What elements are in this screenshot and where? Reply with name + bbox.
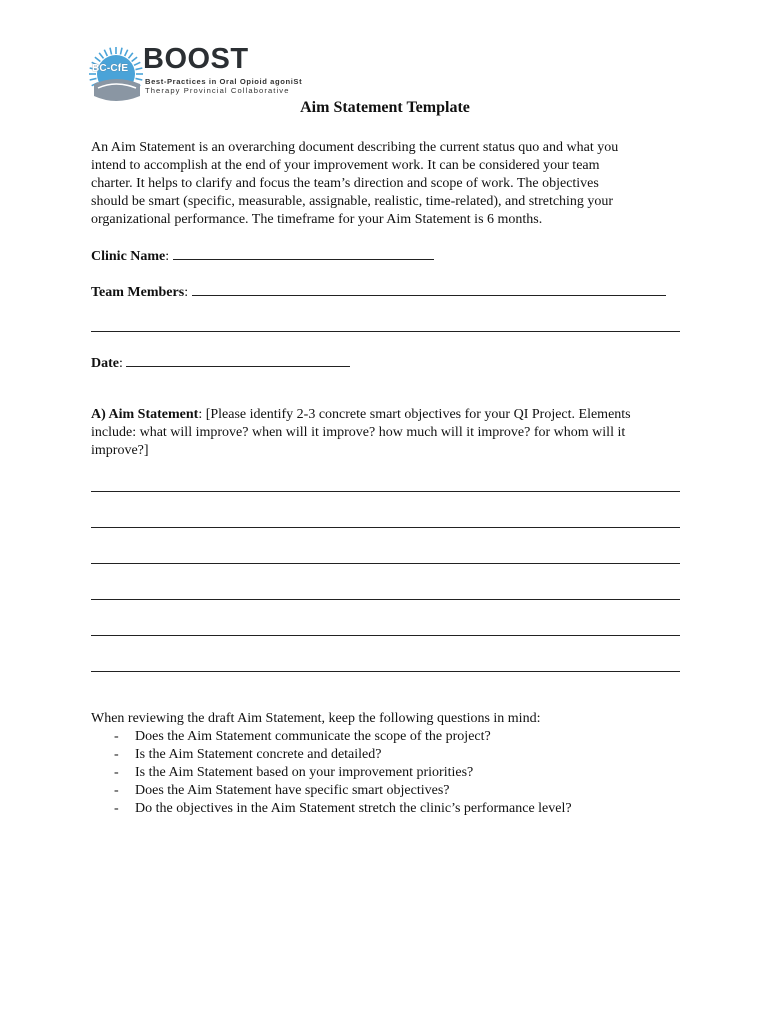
date-input[interactable] (126, 353, 350, 367)
logo-ray (135, 78, 142, 80)
list-item: - Is the Aim Statement based on your improvement priorities? (114, 765, 474, 780)
logo-tagline-1: Best-Practices in Oral Opioid agoniSt (145, 77, 303, 86)
clinic-name-input[interactable] (173, 246, 434, 260)
intro-line-3: charter. It helps to clarify and focus the team’s direction and scope of work. The objectives (91, 176, 599, 191)
date-field: Date: (91, 353, 350, 373)
aim-answer-line-5[interactable] (91, 635, 680, 636)
team-members-input[interactable] (192, 282, 666, 296)
date-label: Date (91, 356, 119, 371)
intro-line-2: intend to accomplish at the end of your improvement work. It can be considered your team (91, 158, 600, 173)
logo-ray (135, 68, 142, 70)
review-question-list (91, 728, 691, 818)
logo-wordmark: BOOST (143, 43, 249, 75)
review-questions-section (91, 710, 691, 818)
logo-ray (104, 50, 107, 56)
intro-paragraph (91, 139, 691, 229)
aim-answer-line-2[interactable] (91, 527, 680, 528)
aim-answer-line-3[interactable] (91, 563, 680, 564)
team-members-field: Team Members: (91, 282, 666, 302)
review-intro: When reviewing the draft Aim Statement, keep the following questions in mind: (91, 711, 541, 726)
team-members-input-line-2[interactable] (91, 331, 680, 332)
page-title: Aim Statement Template (300, 99, 470, 116)
intro-line-4: should be smart (specific, measurable, assignable, realistic, time-related), and stretching your (91, 194, 614, 209)
logo-tagline-2: Therapy Provincial Collaborative (145, 86, 290, 95)
logo-ray (90, 78, 97, 80)
aim-line-2: include: what will improve? when will it improve? how much will it improve? for whom will it (91, 425, 626, 440)
aim-answer-line-4[interactable] (91, 599, 680, 600)
clinic-name-label: Clinic Name (91, 249, 166, 264)
team-members-label: Team Members (91, 285, 185, 300)
list-item: - Does the Aim Statement have specific smart objectives? (114, 783, 450, 798)
aim-line-1: A) Aim Statement: [Please identify 2-3 concrete smart objectives for your QI Project. Elements (91, 407, 631, 422)
list-item: - Do the objectives in the Aim Statement stretch the clinic’s performance level? (114, 801, 572, 816)
logo-ray (99, 53, 103, 58)
list-item: - Does the Aim Statement communicate the scope of the project? (114, 729, 491, 744)
logo-ray (128, 53, 132, 58)
intro-line-1: An Aim Statement is an overarching document describing the current status quo and what you (91, 140, 619, 155)
aim-line-3: improve?] (91, 443, 149, 458)
aim-statement-label: A) Aim Statement (91, 407, 199, 422)
aim-statement-section (91, 406, 691, 460)
clinic-name-field: Clinic Name: (91, 246, 434, 266)
logo-ray (134, 62, 140, 65)
aim-answer-line-6[interactable] (91, 671, 680, 672)
aim-answer-line-1[interactable] (91, 491, 680, 492)
logo-badge-text: BC-CfE (92, 63, 129, 74)
logo-ray (125, 50, 128, 56)
logo-ray (95, 57, 100, 61)
intro-line-5: organizational performance. The timeframe for your Aim Statement is 6 months. (91, 212, 543, 227)
logo-ray (132, 57, 137, 61)
boost-logo (88, 43, 303, 102)
logo-ray (120, 48, 122, 55)
list-item: - Is the Aim Statement concrete and detailed? (114, 747, 382, 762)
logo-ray (110, 48, 112, 55)
